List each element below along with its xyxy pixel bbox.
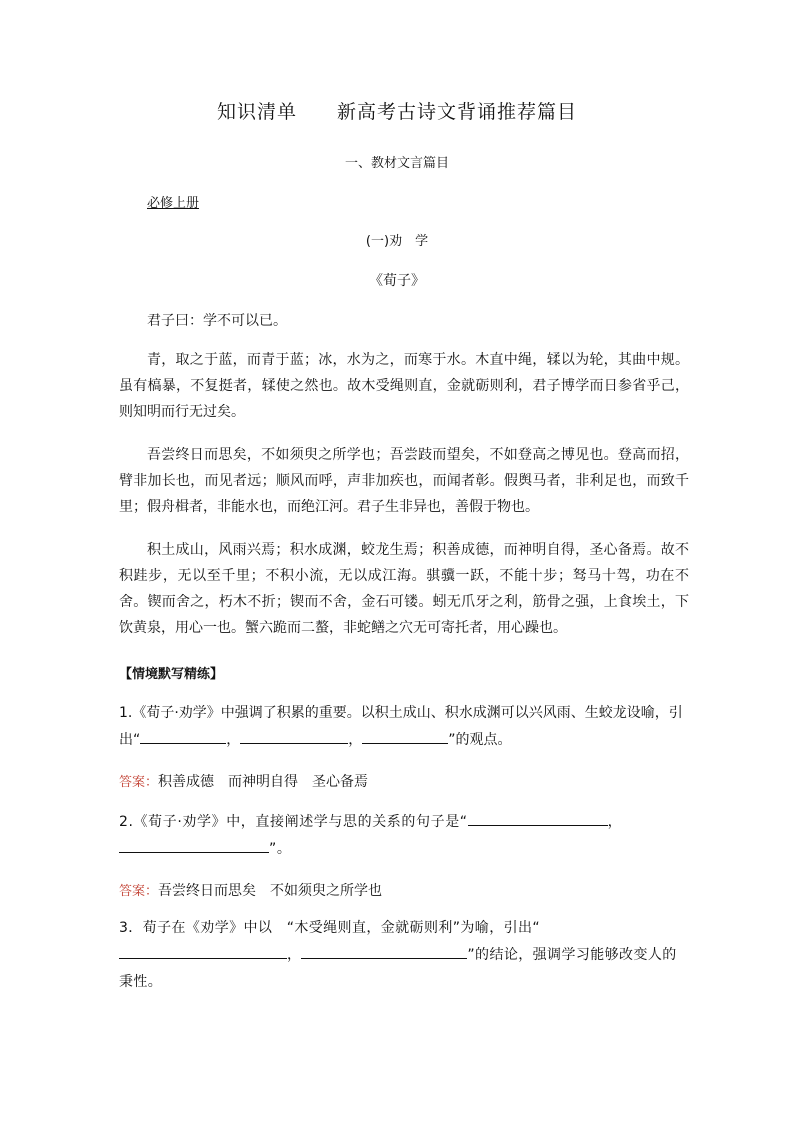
lesson-title: (一)劝 学 [365,234,429,249]
question-1 [119,700,689,754]
question-2 [119,809,689,863]
separator: ， [226,732,241,748]
answer-blank [301,942,467,959]
answer-label: 答案： [119,775,159,790]
question-3 [119,915,689,996]
question-end: ”。 [269,841,292,857]
answer-blank [119,942,287,959]
answer-blank [119,836,269,853]
question-text: 2.《荀子·劝学》中，直接阐述学与思的关系的句子是“ [119,814,468,830]
text-paragraph: 积土成山，风雨兴焉；积水成渊，蛟龙生焉；积善成德，而神明自得，圣心备焉。故不积跬步，无以至千里；不积小流，无以成江海。骐骥一跃，不能十步；驽马十驾，功在不舍。锲而舍之，朽木不折；锲而不舍，金石可镂。蚓无爪牙之利，筋骨之强，上食埃土，下饮黄泉，用心一也。蟹六跪而二螯，非蛇鳝之穴无可寄托者，用心躁也。 [119,542,689,636]
practice-heading: 【情境默写精练】 [119,667,224,682]
answer-blank [240,727,348,744]
answer-blank [468,809,608,826]
separator: ， [287,947,302,963]
volume-label: 必修上册 [147,196,200,211]
text-paragraph: 青，取之于蓝，而青于蓝；冰，水为之，而寒于水。木直中绳，𫐓以为轮，其曲中规。虽有槁暴，不复挺者，𫐓使之然也。故木受绳则直，金就砺则利，君子博学而日参省乎己，则知明而行无过矣。 [119,352,689,420]
answer-blank [362,727,448,744]
question-end: ”的观点。 [448,732,512,748]
question-text: 1.《荀子·劝学》中强调了积累的重要。以积土成山、积水成渊可以兴风雨、生蛟龙设喻，引出“ [119,705,683,748]
question-text: 3．荀子在《劝学》中以 “木受绳则直，金就砺则利”为喻，引出“ [119,920,541,936]
lesson-author: 《荀子》 [369,273,425,289]
page-title: 知识清单 新高考古诗文背诵推荐篇目 [216,101,577,123]
text-paragraph: 君子曰：学不可以已。 [147,313,287,329]
answer-text: 吾尝终日而思矣 不如须臾之所学也 [158,883,383,899]
answer-label: 答案： [119,884,159,899]
question-end: ”的结论，强调学习能够改变人的秉性。 [119,947,677,990]
answer-text: 积善成德 而神明自得 圣心备焉 [158,774,369,790]
separator: ， [348,732,363,748]
answer-1 [119,771,368,791]
separator: ， [607,814,623,830]
section-heading: 一、教材文言篇目 [344,156,449,171]
text-paragraph: 吾尝终日而思矣，不如须臾之所学也；吾尝跂而望矣，不如登高之博见也。登高而招，臂非加长也，而见者远；顺风而呼，声非加疾也，而闻者彰。假舆马者，非利足也，而致千里；假舟楫者，非能水也，而绝江河。君子生非异也，善假于物也。 [119,447,689,515]
answer-2 [119,880,382,900]
answer-blank [140,727,226,744]
